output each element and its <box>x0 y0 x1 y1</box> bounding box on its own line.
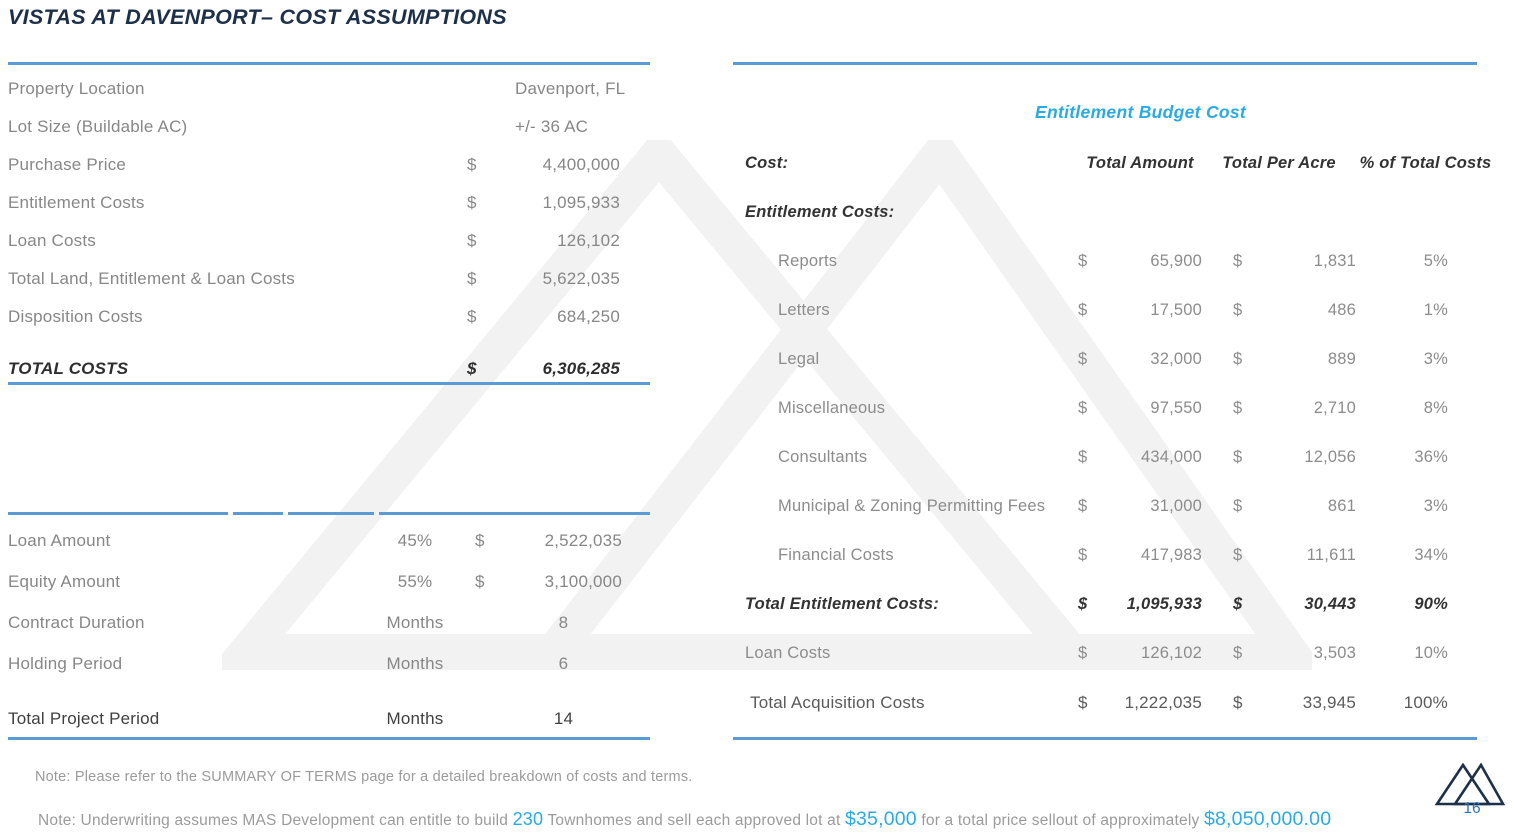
per-acre-value: 11,611 <box>1306 546 1356 564</box>
pct-value: 3% <box>1423 497 1448 515</box>
currency-sign: $ <box>1233 546 1243 564</box>
row-label: Loan Costs <box>745 644 831 662</box>
total-project-period-row <box>8 698 650 739</box>
pct-value: 90% <box>1414 595 1448 613</box>
row-label: Letters <box>778 301 830 319</box>
row-value: 5,622,035 <box>542 269 620 288</box>
row-value: 6 <box>558 653 569 673</box>
section-label: Entitlement Costs: <box>745 203 895 221</box>
currency-sign: $ <box>1233 595 1243 613</box>
currency-sign: $ <box>1233 301 1243 319</box>
currency-sign: $ <box>1078 595 1088 613</box>
table-row <box>8 602 650 643</box>
currency-sign: $ <box>475 530 485 550</box>
table-row <box>8 298 650 336</box>
amount-value: 97,550 <box>1150 399 1202 417</box>
row-label: Loan Costs <box>8 231 96 250</box>
row-label: Miscellaneous <box>778 399 886 417</box>
divider-right-bottom <box>733 737 1477 740</box>
currency-sign: $ <box>1233 252 1243 270</box>
note-highlight-sellout-total: $8,050,000.00 <box>1203 808 1332 830</box>
note-text: Townhomes and sell each approved lot at <box>543 812 845 829</box>
table-row <box>8 70 650 108</box>
row-value: 6,306,285 <box>542 359 620 378</box>
column-header-total-per-acre: Total Per Acre <box>1222 154 1336 172</box>
divider-left2-top-seg1 <box>8 512 228 515</box>
currency-sign: $ <box>467 269 477 288</box>
row-unit: Months <box>386 612 444 632</box>
divider-left-top <box>8 62 650 65</box>
row-value: 8 <box>558 612 569 632</box>
row-label: Total Entitlement Costs: <box>745 595 939 613</box>
page-title: VISTAS AT DAVENPORT– COST ASSUMPTIONS <box>8 5 507 29</box>
divider-right-top <box>733 62 1477 65</box>
row-label: Equity Amount <box>8 571 121 591</box>
row-label: Total Land, Entitlement & Loan Costs <box>8 269 295 288</box>
table-row <box>733 482 1477 531</box>
row-value: +/- 36 AC <box>515 117 589 136</box>
row-value: Davenport, FL <box>515 79 626 98</box>
currency-sign: $ <box>467 231 477 250</box>
table-row <box>733 335 1477 384</box>
per-acre-value: 2,710 <box>1313 399 1356 417</box>
note-highlight-lot-price: $35,000 <box>844 808 917 830</box>
pct-value: 3% <box>1423 350 1448 368</box>
currency-sign: $ <box>1078 644 1088 662</box>
note-highlight-townhome-count: 230 <box>512 809 544 829</box>
row-value: 14 <box>553 708 574 728</box>
table-header-row <box>733 139 1492 188</box>
row-label: Reports <box>778 252 838 270</box>
divider-left2-top-seg3 <box>288 512 374 515</box>
note-underwriting <box>38 806 1331 834</box>
per-acre-value: 861 <box>1327 497 1356 515</box>
table-row <box>733 237 1477 286</box>
row-label: Contract Duration <box>8 612 145 632</box>
section-header-row <box>733 188 1477 237</box>
column-header-total-amount: Total Amount <box>1086 154 1194 172</box>
currency-sign: $ <box>475 571 485 591</box>
currency-sign: $ <box>467 307 477 326</box>
row-label: Entitlement Costs <box>8 193 145 212</box>
row-value: 1,095,933 <box>542 193 620 212</box>
currency-sign: $ <box>467 193 477 212</box>
total-costs-row <box>8 350 650 388</box>
per-acre-value: 486 <box>1327 301 1356 319</box>
pct-value: 8% <box>1423 399 1448 417</box>
divider-left2-top-seg4 <box>379 512 650 515</box>
note-summary-of-terms: Note: Please refer to the SUMMARY OF TERMS page for a detailed breakdown of costs and terms. <box>35 769 693 785</box>
amount-value: 434,000 <box>1140 448 1202 466</box>
pct-value: 10% <box>1414 644 1448 662</box>
currency-sign: $ <box>1233 448 1243 466</box>
per-acre-value: 12,056 <box>1304 448 1356 466</box>
currency-sign: $ <box>1233 644 1243 662</box>
amount-value: 31,000 <box>1150 497 1202 515</box>
per-acre-value: 1,831 <box>1313 252 1356 270</box>
note-text: Note: Underwriting assumes MAS Development can entitle to build <box>38 812 513 829</box>
row-unit: Months <box>386 653 444 673</box>
amount-value: 17,500 <box>1150 301 1202 319</box>
table-row <box>8 561 650 602</box>
amount-value: 65,900 <box>1150 252 1202 270</box>
row-label: Lot Size (Buildable AC) <box>8 117 188 136</box>
row-value: 684,250 <box>557 307 620 326</box>
row-label: Loan Amount <box>8 530 111 550</box>
pct-value: 34% <box>1414 546 1448 564</box>
row-label: Total Project Period <box>8 708 160 728</box>
table-row <box>8 520 650 561</box>
row-label: Property Location <box>8 79 145 98</box>
row-label: Consultants <box>778 448 868 466</box>
per-acre-value: 30,443 <box>1304 595 1356 613</box>
column-header-cost: Cost: <box>745 154 789 172</box>
currency-sign: $ <box>1078 692 1088 712</box>
amount-value: 1,222,035 <box>1124 692 1202 712</box>
per-acre-value: 889 <box>1327 350 1356 368</box>
divider-left2-top-seg2 <box>233 512 283 515</box>
row-value: 2,522,035 <box>544 530 622 550</box>
per-acre-value: 33,945 <box>1302 692 1356 712</box>
currency-sign: $ <box>1078 350 1088 368</box>
pct-value: 5% <box>1423 252 1448 270</box>
currency-sign: $ <box>1078 301 1088 319</box>
row-unit: 55% <box>397 571 433 591</box>
currency-sign: $ <box>1233 350 1243 368</box>
amount-value: 417,983 <box>1140 546 1202 564</box>
table-row <box>8 146 650 184</box>
row-unit: Months <box>386 708 444 728</box>
row-value: 4,400,000 <box>542 155 620 174</box>
currency-sign: $ <box>1078 448 1088 466</box>
currency-sign: $ <box>1233 497 1243 515</box>
currency-sign: $ <box>1078 497 1088 515</box>
table-row <box>733 286 1477 335</box>
currency-sign: $ <box>1233 399 1243 417</box>
table-row <box>733 531 1477 580</box>
row-value: 3,100,000 <box>544 571 622 591</box>
amount-value: 32,000 <box>1150 350 1202 368</box>
table-row <box>8 643 650 684</box>
loan-costs-row <box>733 629 1477 678</box>
amount-value: 126,102 <box>1140 644 1202 662</box>
column-header-pct-of-total: % of Total Costs <box>1359 154 1492 172</box>
total-acquisition-costs-row <box>733 678 1477 727</box>
amount-value: 1,095,933 <box>1126 595 1202 613</box>
table-row <box>8 222 650 260</box>
row-label: Purchase Price <box>8 155 127 174</box>
currency-sign: $ <box>1233 692 1243 712</box>
currency-sign: $ <box>467 155 477 174</box>
currency-sign: $ <box>1078 399 1088 417</box>
table-row <box>733 384 1477 433</box>
total-entitlement-costs-row <box>733 580 1477 629</box>
table-row <box>8 260 650 298</box>
row-label: Total Acquisition Costs <box>750 692 925 712</box>
currency-sign: $ <box>1078 546 1088 564</box>
entitlement-budget-title: Entitlement Budget Cost <box>1035 102 1247 122</box>
table-row <box>733 433 1477 482</box>
row-label: Financial Costs <box>778 546 894 564</box>
row-label: TOTAL COSTS <box>8 359 129 378</box>
table-row <box>8 184 650 222</box>
row-unit: 45% <box>397 530 433 550</box>
row-label: Holding Period <box>8 653 123 673</box>
table-row <box>8 108 650 146</box>
currency-sign: $ <box>1078 252 1088 270</box>
row-label: Municipal & Zoning Permitting Fees <box>778 497 1046 515</box>
pct-value: 1% <box>1423 301 1448 319</box>
row-label: Legal <box>778 350 820 368</box>
row-value: 126,102 <box>557 231 620 250</box>
row-label: Disposition Costs <box>8 307 143 326</box>
per-acre-value: 3,503 <box>1313 644 1356 662</box>
currency-sign: $ <box>467 359 477 378</box>
pct-value: 36% <box>1414 448 1448 466</box>
page-number: 16 <box>1463 800 1481 817</box>
pct-value: 100% <box>1403 692 1448 712</box>
note-text: for a total price sellout of approximately <box>916 812 1204 829</box>
